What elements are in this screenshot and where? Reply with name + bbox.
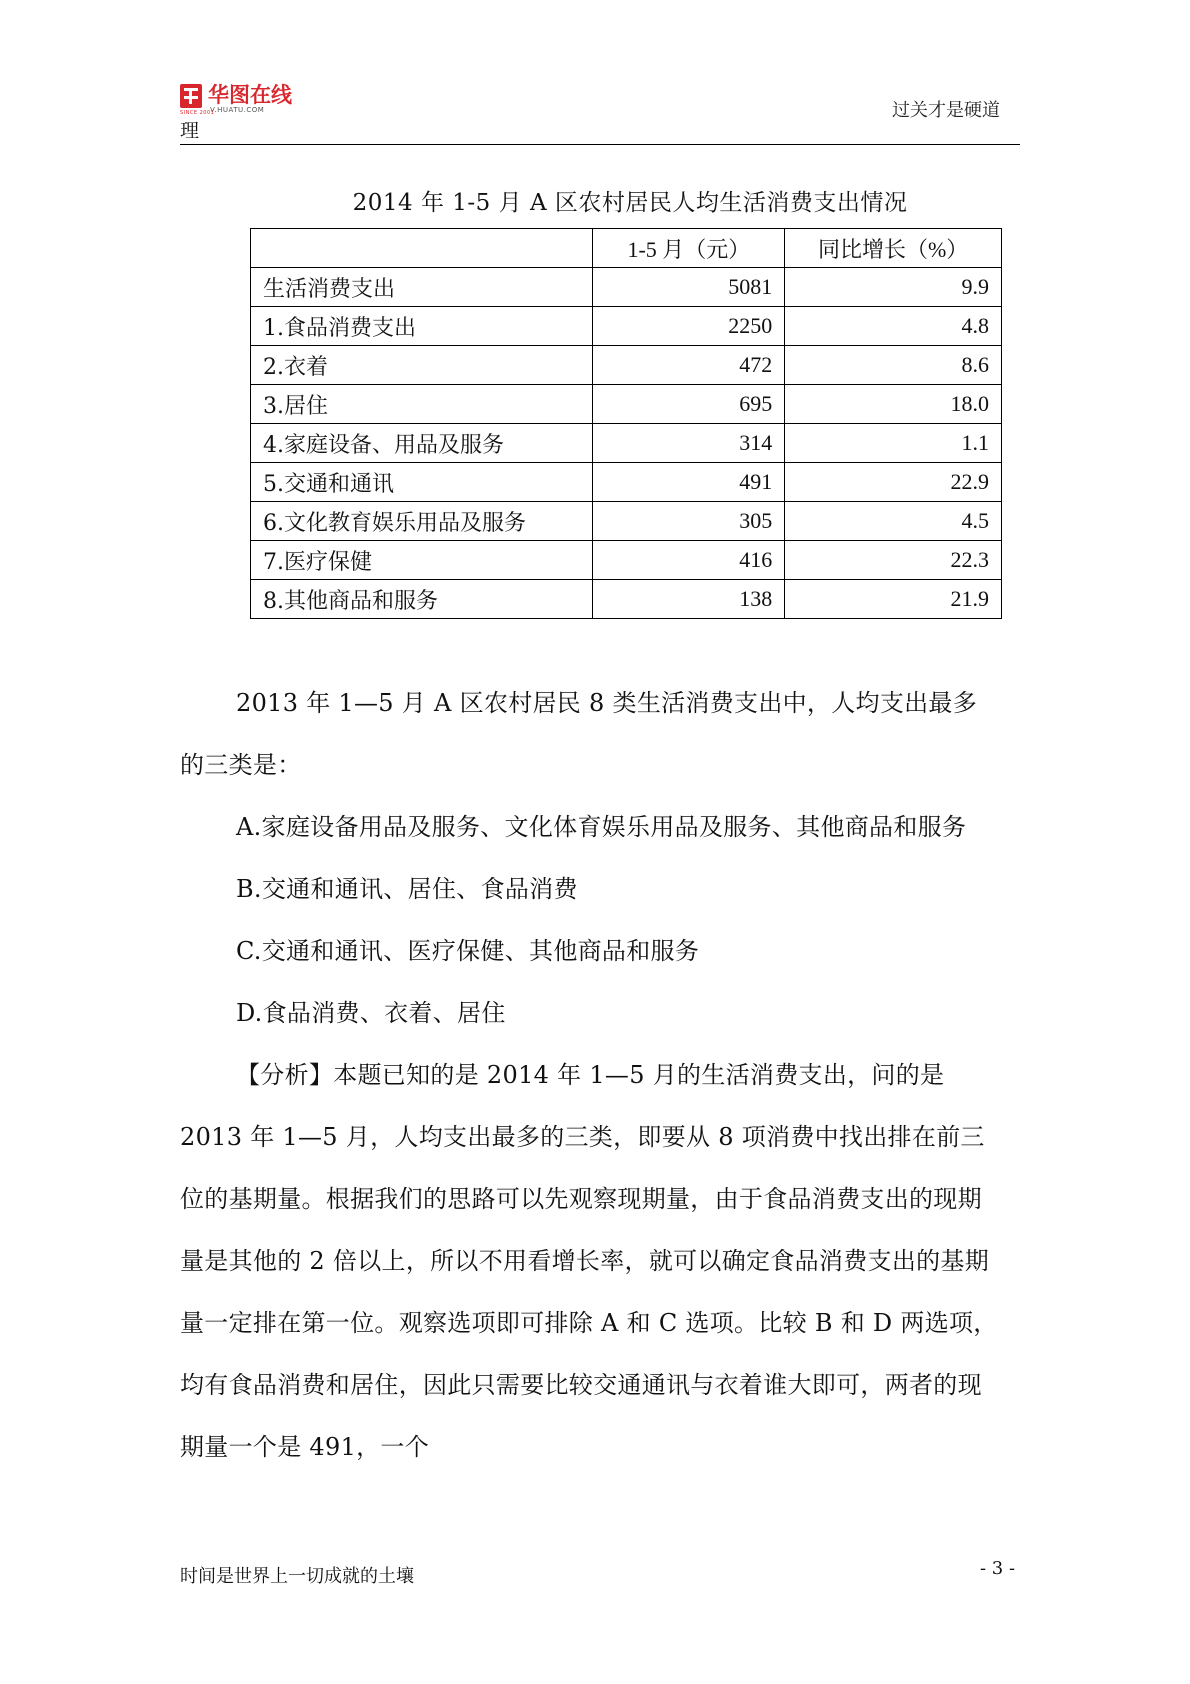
- row-label: 3.居住: [251, 385, 593, 424]
- header-motto: 过关才是硬道: [892, 100, 1000, 121]
- header-cell: [251, 229, 593, 268]
- footer-quote: 时间是世界上一切成就的土壤: [180, 1566, 414, 1587]
- header-extra-char: 理: [180, 120, 200, 142]
- row-growth: 1.1: [785, 424, 1002, 463]
- row-growth: 21.9: [785, 580, 1002, 619]
- option-b: B.交通和通讯、居住、食品消费: [236, 875, 578, 903]
- row-label: 4.家庭设备、用品及服务: [251, 424, 593, 463]
- analysis-paragraph: 【分析】本题已知的是 2014 年 1—5 月的生活消费支出，问的是 2013 年 1—5 月，人均支出最多的三类，即要从 8 项消费中找出排在前三位的基期量。根据我们的思路可以先观察现期量，由于食品消费支出的现期量是其他的 2 倍以上，所以不用看增长率，就可以确定食品消费支出的基期量一定排在第一位。观察选项即可排除 A 和 C 选项。比较 B 和 D 两选项，均有食品消费和居住，因此只需要比较交通通讯与衣着谁大即可，两者的现期量一个是 491，一个: [180, 1061, 998, 1461]
- row-growth: 22.3: [785, 541, 1002, 580]
- row-amount: 305: [593, 502, 785, 541]
- table-row: [251, 502, 1002, 541]
- row-label: 5.交通和通讯: [251, 463, 593, 502]
- option-a: A.家庭设备用品及服务、文化体育娱乐用品及服务、其他商品和服务: [236, 813, 967, 841]
- huatu-logo-icon: [180, 84, 202, 108]
- page-number: - 3 -: [980, 1558, 1016, 1579]
- table-title: 2014 年 1-5 月 A 区农村居民人均生活消费支出情况: [352, 190, 908, 216]
- row-amount: 314: [593, 424, 785, 463]
- question-stem: 2013 年 1—5 月 A 区农村居民 8 类生活消费支出中，人均支出最多的三类是：: [180, 689, 978, 779]
- row-amount: 2250: [593, 307, 785, 346]
- row-growth: 18.0: [785, 385, 1002, 424]
- page-header: [180, 84, 1020, 145]
- option-d: D.食品消费、衣着、居住: [236, 999, 506, 1027]
- row-label: 8.其他商品和服务: [251, 580, 593, 619]
- question-body: [180, 672, 1000, 1478]
- header-cell: 同比增长（%）: [785, 229, 1002, 268]
- logo-text: 华图在线: [208, 83, 292, 107]
- table-row: [251, 307, 1002, 346]
- row-amount: 472: [593, 346, 785, 385]
- row-amount: 5081: [593, 268, 785, 307]
- huatu-logo: [180, 83, 292, 116]
- row-growth: 9.9: [785, 268, 1002, 307]
- row-growth: 4.5: [785, 502, 1002, 541]
- row-growth: 8.6: [785, 346, 1002, 385]
- row-amount: 491: [593, 463, 785, 502]
- option-c: C.交通和通讯、医疗保健、其他商品和服务: [236, 937, 700, 965]
- table-row: [251, 424, 1002, 463]
- table-row: [251, 463, 1002, 502]
- table-row: [251, 385, 1002, 424]
- table-row: [251, 580, 1002, 619]
- table-header-row: [251, 229, 1002, 268]
- logo-url: V.HUATU.COM: [210, 106, 265, 114]
- table-row: [251, 346, 1002, 385]
- row-amount: 138: [593, 580, 785, 619]
- row-growth: 22.9: [785, 463, 1002, 502]
- row-growth: 4.8: [785, 307, 1002, 346]
- row-amount: 416: [593, 541, 785, 580]
- row-label: 7.医疗保健: [251, 541, 593, 580]
- row-label: 6.文化教育娱乐用品及服务: [251, 502, 593, 541]
- row-label: 生活消费支出: [251, 268, 593, 307]
- header-cell: 1-5 月（元）: [593, 229, 785, 268]
- row-label: 1.食品消费支出: [251, 307, 593, 346]
- table-row: [251, 268, 1002, 307]
- row-label: 2.衣着: [251, 346, 593, 385]
- consumption-table: [250, 228, 1002, 619]
- table-row: [251, 541, 1002, 580]
- logo-since: SINCE 2001: [180, 110, 215, 116]
- row-amount: 695: [593, 385, 785, 424]
